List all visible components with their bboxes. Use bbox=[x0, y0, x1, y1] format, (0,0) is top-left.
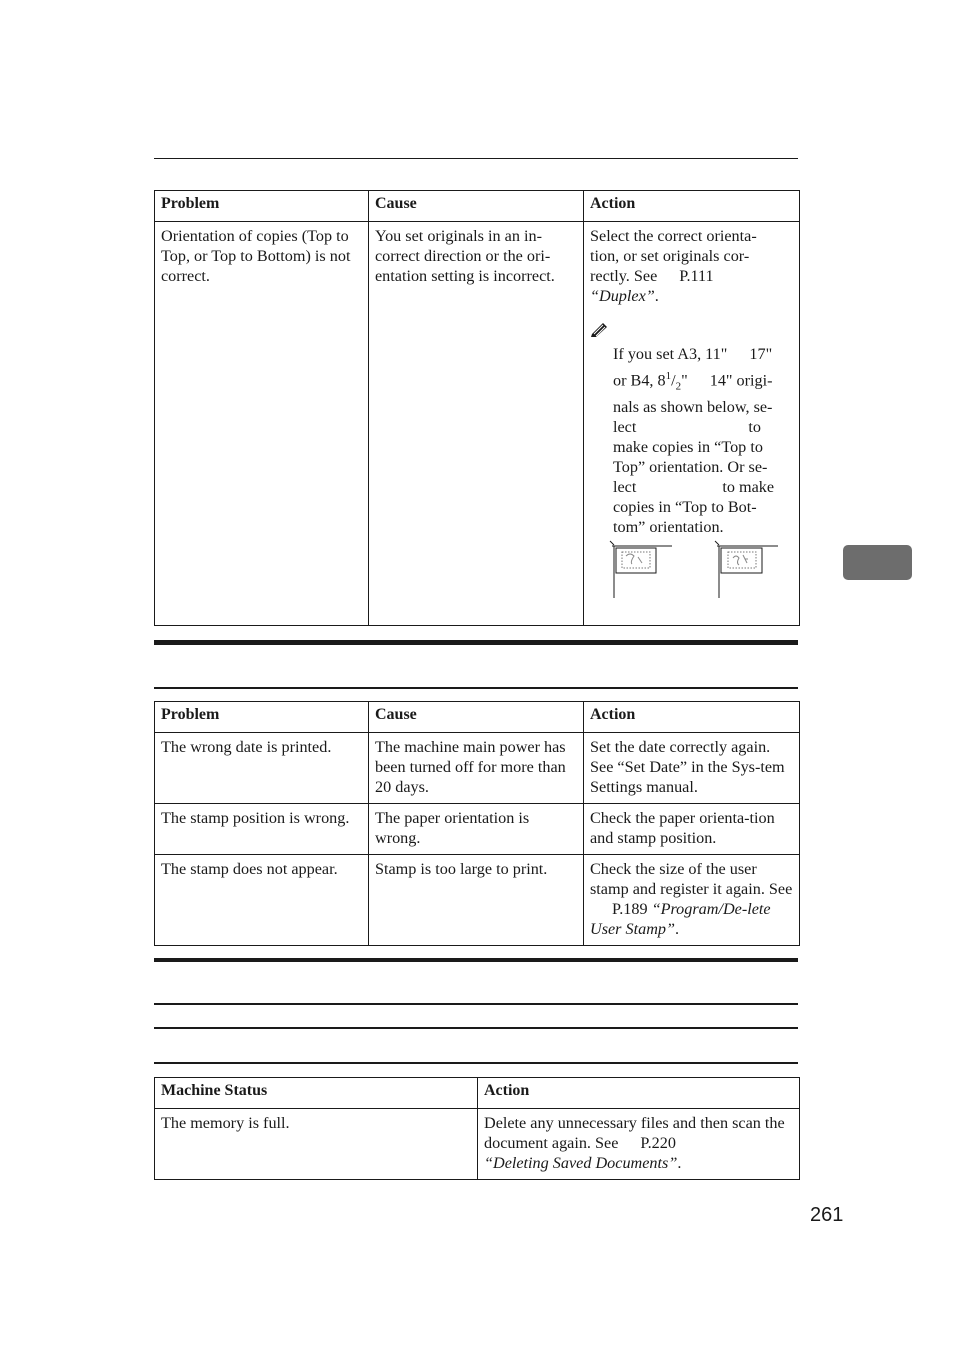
header-problem: Problem bbox=[155, 191, 369, 222]
note-icon bbox=[590, 320, 794, 342]
page-number: 261 bbox=[810, 1204, 844, 1226]
section-rule bbox=[154, 687, 798, 689]
table-header-row bbox=[155, 191, 800, 222]
status-cell: The memory is full. bbox=[155, 1109, 478, 1180]
page-reference[interactable]: P.111 bbox=[679, 267, 714, 285]
section-rule bbox=[154, 1003, 798, 1005]
note-text-part: 17" bbox=[749, 345, 773, 363]
program-user-stamp-link[interactable]: “Program/De-lete User Stamp” bbox=[590, 900, 771, 938]
note-text-part: nals as shown below, se- bbox=[613, 397, 773, 416]
period: . bbox=[654, 287, 659, 305]
orientation-diagram-top-to-bottom bbox=[712, 538, 782, 602]
machine-status-table bbox=[154, 1077, 800, 1180]
note-text-part: make copies in “Top to bbox=[613, 437, 763, 456]
note-text-part: Top” orientation. Or se- bbox=[613, 457, 768, 476]
orientation-problem-table bbox=[154, 190, 800, 626]
note-text-part: to bbox=[748, 417, 761, 436]
problem-cell: The stamp position is wrong. bbox=[155, 804, 369, 855]
stamp-problem-table bbox=[154, 701, 800, 946]
table-header-row bbox=[155, 1078, 800, 1109]
table-row bbox=[155, 1109, 800, 1180]
action-line bbox=[590, 266, 794, 286]
note-text-part: lect bbox=[613, 477, 637, 496]
cause-cell: The machine main power has been turned off for more than 20 days. bbox=[369, 733, 584, 804]
table-row bbox=[155, 804, 800, 855]
fraction-denominator: 2 bbox=[675, 380, 682, 393]
note-text: If you set A3, 11" 17" or B4, $8^1/_2$" 14" origi- nals as shown below, se- lect to make copies in “Top to Top” orientation. Or se- lect to make copies in “Top to Bot- tom” orientation. bbox=[590, 344, 794, 537]
note-text-part: lect bbox=[613, 417, 637, 436]
top-rule bbox=[154, 158, 798, 159]
deleting-saved-documents-link[interactable]: “Deleting Saved Documents” bbox=[484, 1154, 678, 1172]
period: . bbox=[677, 1154, 682, 1172]
header-action: Action bbox=[584, 191, 800, 222]
cause-cell: Stamp is too large to print. bbox=[369, 855, 584, 946]
action-cell bbox=[584, 855, 800, 946]
see-text: rectly. See bbox=[590, 267, 658, 285]
problem-cell: Orientation of copies (Top to Top, or Top to Bottom) is not correct. bbox=[155, 222, 369, 626]
header-cause: Cause bbox=[369, 191, 584, 222]
page-reference[interactable]: P.189 bbox=[612, 900, 648, 918]
page-reference[interactable]: P.220 bbox=[640, 1134, 676, 1152]
section-rule bbox=[154, 1027, 798, 1029]
note-text-part: to make bbox=[722, 477, 775, 496]
note-text-part: tom” orientation. bbox=[613, 517, 724, 536]
table-row bbox=[155, 222, 800, 626]
action-text: Check the size of the user stamp and register it again. See bbox=[590, 860, 793, 898]
header-cause: Cause bbox=[369, 702, 584, 733]
duplex-link[interactable]: “Duplex” bbox=[590, 287, 655, 305]
action-cell bbox=[478, 1109, 800, 1180]
section-rule bbox=[154, 1062, 798, 1064]
header-machine-status: Machine Status bbox=[155, 1078, 478, 1109]
note-text-part: copies in “Top to Bot- bbox=[613, 497, 757, 516]
cause-cell: The paper orientation is wrong. bbox=[369, 804, 584, 855]
cause-cell: You set originals in an in-correct direction or the ori-entation setting is incorrect. bbox=[369, 222, 584, 626]
problem-cell: The wrong date is printed. bbox=[155, 733, 369, 804]
note-text-part: If you set A3, 11" bbox=[613, 345, 728, 363]
section-thick-rule bbox=[154, 640, 798, 645]
orientation-diagram-top-to-top bbox=[607, 538, 677, 602]
table-header-row bbox=[155, 702, 800, 733]
section-thick-rule bbox=[154, 958, 798, 962]
table-row bbox=[155, 733, 800, 804]
action-line: tion, or set originals cor- bbox=[590, 247, 750, 265]
fraction-numerator: 1 bbox=[665, 370, 672, 382]
note-text-part: or B4, 8 bbox=[613, 371, 666, 390]
note-text-part: " bbox=[681, 371, 688, 390]
chapter-tab-marker bbox=[843, 545, 912, 580]
period: . bbox=[675, 920, 680, 938]
action-line: Select the correct orienta- bbox=[590, 227, 757, 245]
action-text: Delete any unnecessary files and then scan the document again. See bbox=[484, 1114, 785, 1152]
header-action: Action bbox=[584, 702, 800, 733]
action-cell: Set the date correctly again. See “Set Date” in the Sys-tem Settings manual. bbox=[584, 733, 800, 804]
note-text-part: 14" origi- bbox=[709, 371, 773, 390]
problem-cell: The stamp does not appear. bbox=[155, 855, 369, 946]
table-row bbox=[155, 855, 800, 946]
action-cell: Check the paper orienta-tion and stamp position. bbox=[584, 804, 800, 855]
header-problem: Problem bbox=[155, 702, 369, 733]
action-link-line bbox=[590, 286, 794, 306]
header-action: Action bbox=[478, 1078, 800, 1109]
